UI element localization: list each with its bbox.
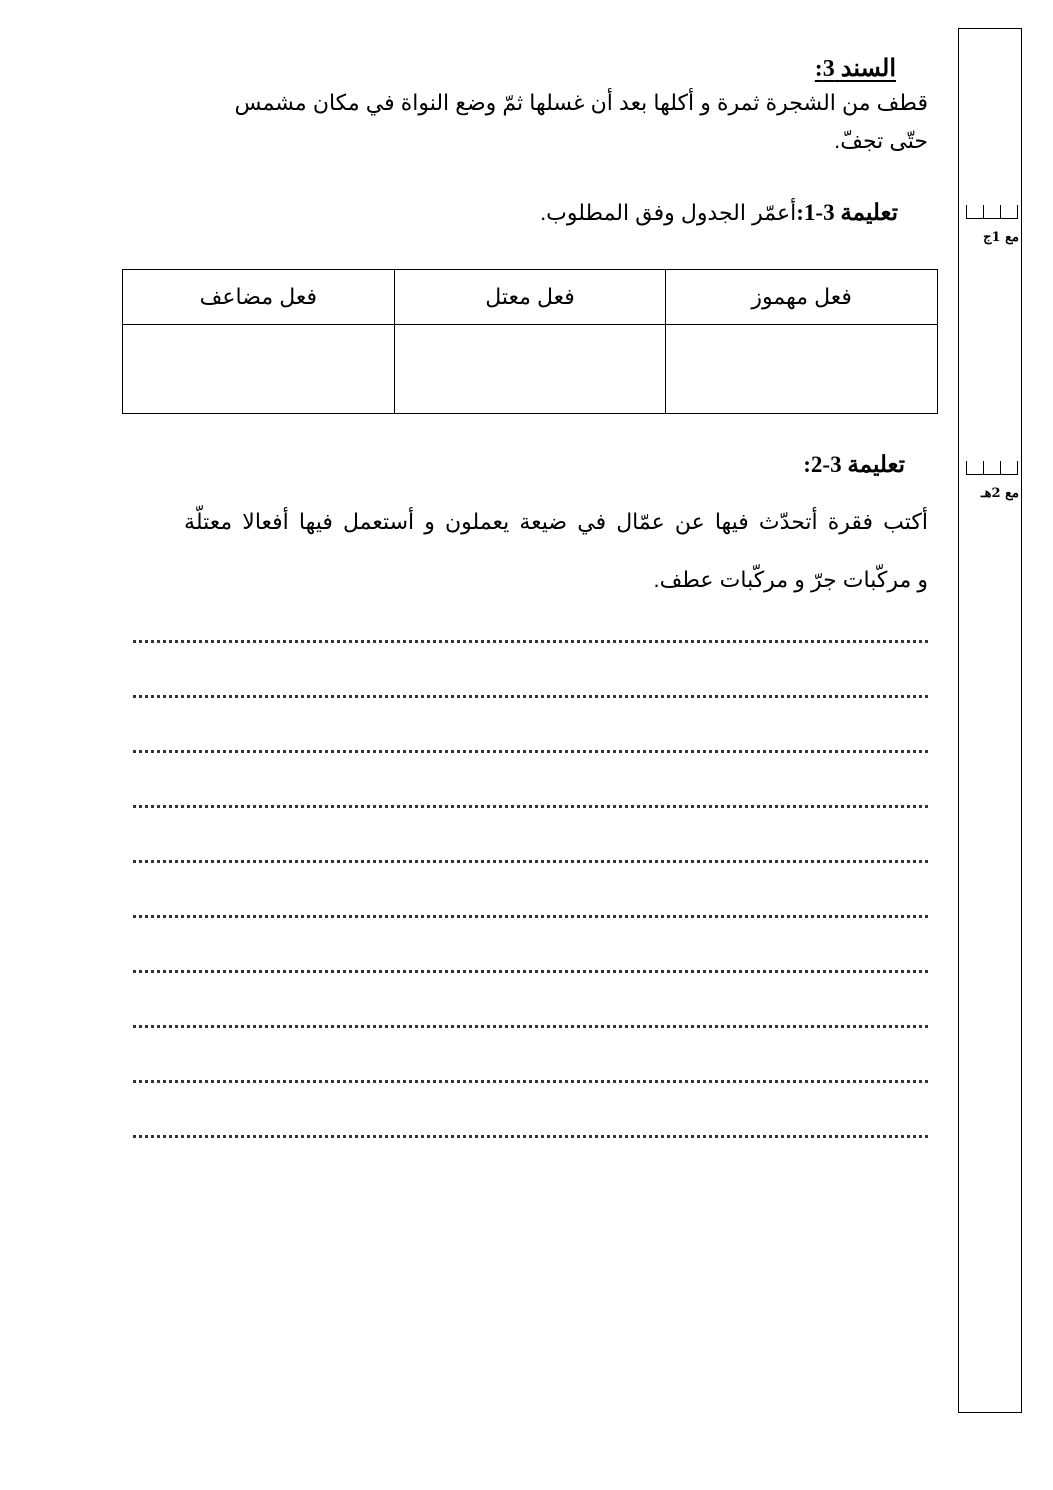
answer-line[interactable]: [133, 970, 928, 973]
support-text-line2: حتّى تجفّ.: [834, 128, 928, 153]
answer-cell-hamzated[interactable]: [666, 325, 938, 414]
grading-margin: [958, 28, 1022, 1413]
table-answer-row: [123, 325, 938, 414]
header-hamzated-verb: فعل مهموز: [666, 270, 938, 325]
answer-line[interactable]: [133, 1080, 928, 1083]
criterion1-label: مع 1ج: [983, 230, 1019, 245]
answer-line[interactable]: [133, 915, 928, 918]
instruction1: [540, 196, 898, 230]
score-box-criterion2[interactable]: [966, 461, 1018, 475]
instruction2-text-line1: أكتب فقرة أتحدّث فيها عن عمّال في ضيعة يعملون و أستعمل فيها أفعالا معتلّة: [184, 509, 928, 534]
answer-line[interactable]: [133, 1025, 928, 1028]
score-box-criterion1[interactable]: [966, 205, 1018, 219]
instruction2-title: تعليمة 3-2:: [803, 452, 905, 477]
answer-line[interactable]: [133, 805, 928, 808]
support-text-line1: قطف من الشجرة ثمرة و أكلها بعد أن غسلها ثمّ وضع النواة في مكان مشمس: [234, 90, 928, 115]
answer-line[interactable]: [133, 1135, 928, 1138]
answer-cell-defective[interactable]: [394, 325, 666, 414]
support-heading-text: السند 3:: [814, 56, 896, 82]
answer-line[interactable]: [133, 695, 928, 698]
support-heading: [815, 54, 896, 83]
criterion2-label: مع 2هـ: [980, 486, 1019, 501]
instruction2-text-line2: و مركّبات جرّ و مركّبات عطف.: [653, 567, 928, 592]
answer-line[interactable]: [133, 750, 928, 753]
answer-cell-doubled[interactable]: [123, 325, 395, 414]
instruction1-text: أعمّر الجدول وفق المطلوب.: [540, 200, 797, 225]
header-doubled-verb: فعل مضاعف: [123, 270, 395, 325]
instruction1-title: تعليمة 3-1:: [796, 200, 898, 225]
answer-line[interactable]: [133, 640, 928, 643]
answer-line[interactable]: [133, 860, 928, 863]
verb-classification-table: [122, 269, 938, 414]
table-header-row: [123, 270, 938, 325]
header-defective-verb: فعل معتل: [394, 270, 666, 325]
